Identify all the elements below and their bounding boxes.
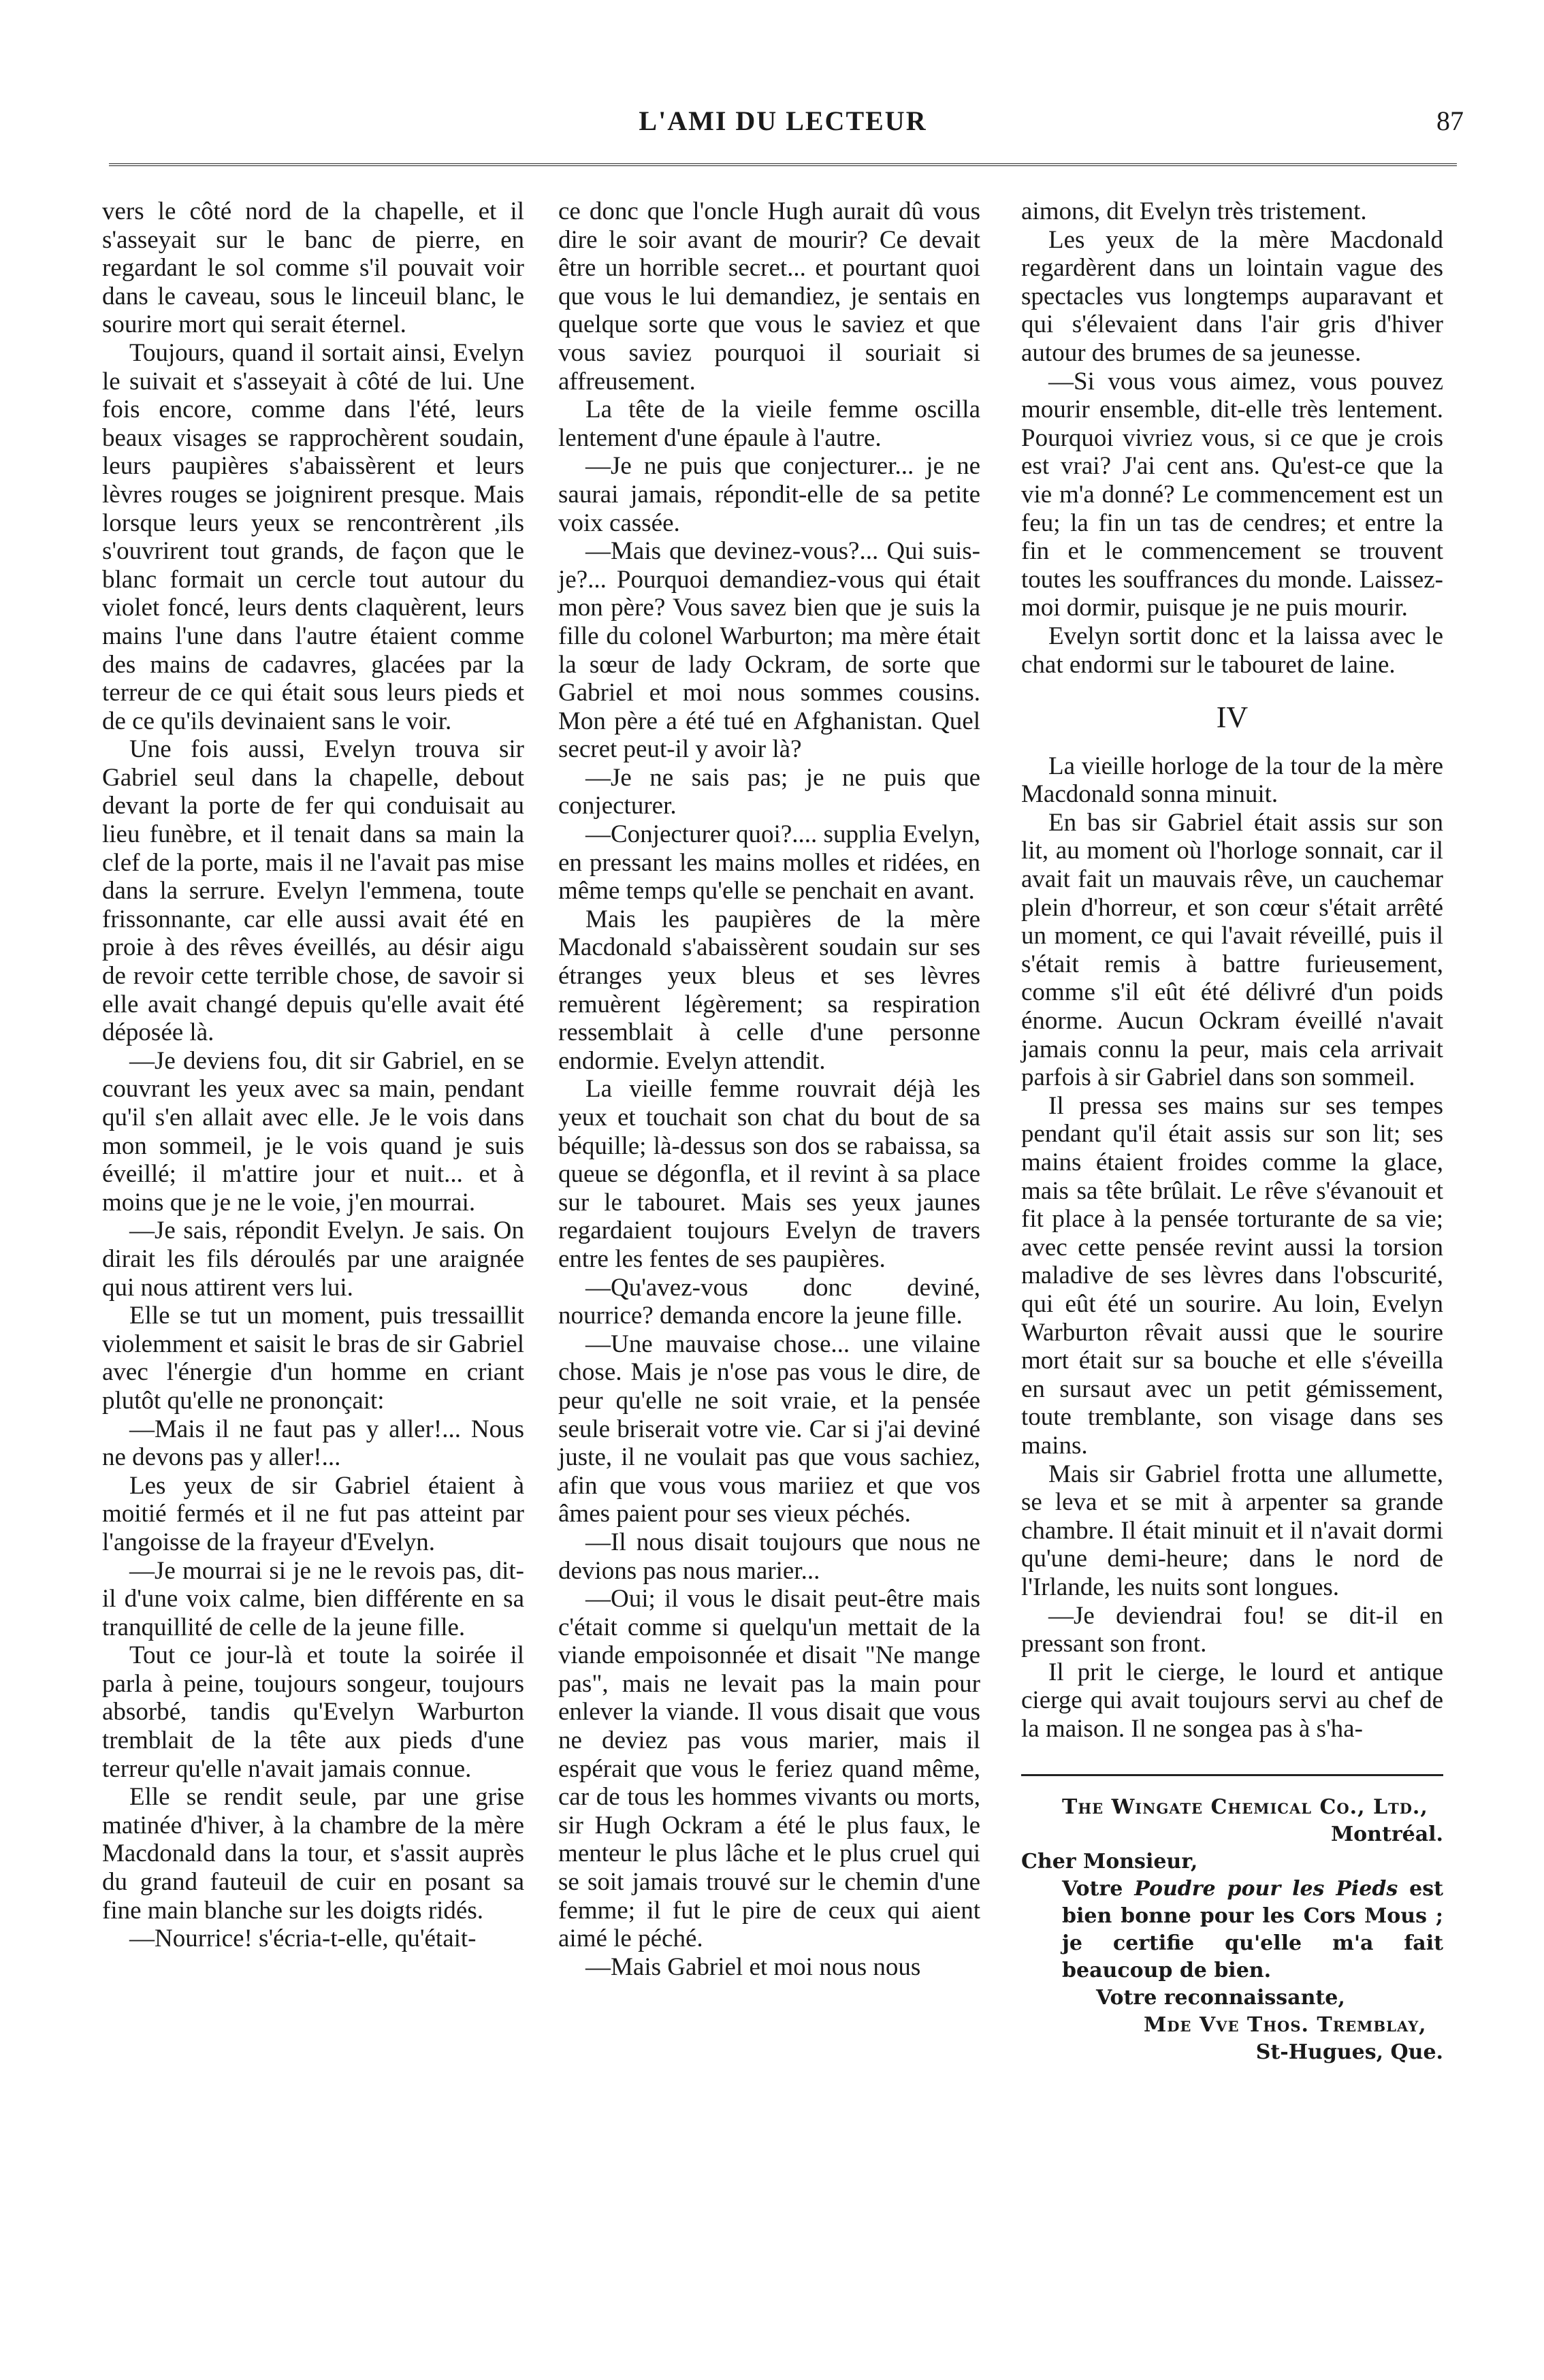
paragraph: Elle se tut un moment, puis tressaillit violemment et saisit le bras de sir Gabriel avec l'énergie d'un homme en criant plutôt qu'elle ne prononçait: bbox=[102, 1302, 524, 1415]
paragraph: aimons, dit Evelyn très tristement. bbox=[1021, 197, 1367, 225]
paragraph: —Je ne puis que conjecturer... je ne saurai jamais, répondit-elle de sa petite voix cassée. bbox=[558, 452, 980, 537]
paragraph: La tête de la vieile femme oscilla lentement d'une épaule à l'autre. bbox=[558, 396, 980, 452]
text-column-1 bbox=[102, 197, 524, 1953]
paragraph: Mais sir Gabriel frotta une allumette, se leva et se mit à arpenter sa grande chambre. Il était minuit et il n'avait dormi qu'une demi-heure; dans le nord de l'Irlande, les nuits sont longues. bbox=[1021, 1460, 1443, 1601]
paragraph: —Je ne sais pas; je ne puis que conjecturer. bbox=[558, 763, 980, 820]
paragraph: Il pressa ses mains sur ses tempes pendant qu'il était assis sur son lit; ses mains étaient froides comme la glace, mais sa tête brûlait. Le rêve s'évanouit et fit place à la pensée torturante de sa vie; avec cette pensée revint aussi la torsion maladive de ses lèvres dans l'obscurité, qui eût été un sourire. Au loin, Evelyn Warburton rêvait aussi que le sourire mort était sur sa bouche et elle s'éveilla en sursaut avec un petit gémissement, toute tremblante, son visage dans ses mains. bbox=[1021, 1091, 1443, 1460]
paragraph: Les yeux de sir Gabriel étaient à moitié fermés et il ne fut pas atteint par l'angoisse de la frayeur d'Evelyn. bbox=[102, 1471, 524, 1556]
ad-company: The Wingate Chemical Co., Ltd., bbox=[1062, 1795, 1428, 1820]
paragraph: —Mais que devinez-vous?... Qui suis-je?... Pourquoi demandiez-vous qui était mon père? Vous savez bien que je suis la fille du colonel Warburton; ma mère était la sœur de lady Ockram, de sorte que Gabriel et moi nous sommes cousins. Mon père a été tué en Afghanistan. Quel secret peut-il y avoir là? bbox=[558, 537, 980, 764]
text-column-3 bbox=[1021, 197, 1443, 2066]
running-title: L'AMI DU LECTEUR bbox=[639, 106, 927, 136]
ad-closing: Votre reconnaissante, bbox=[1096, 1986, 1345, 2010]
paragraph: Les yeux de la mère Macdonald regardèrent dans un lointain vague des spectacles vus longtemps auparavant et qui s'élevaient dans l'air gris d'hiver autour des brumes de sa jeunesse. bbox=[1021, 225, 1443, 367]
page-header bbox=[102, 102, 1464, 150]
paragraph: Il prit le cierge, le lourd et antique cierge qui avait toujours servi au chef de la maison. Il ne songea pas à s'ha- bbox=[1021, 1658, 1443, 1743]
paragraph: Elle se rendit seule, par une grise matinée d'hiver, à la chambre de la mère Macdonald dans la tour, et s'assit auprès du grand fauteuil de cuir en posant sa fine main blanche sur les doigts ridés. bbox=[102, 1783, 524, 1925]
paragraph: Tout ce jour-là et toute la soirée il parla à peine, toujours songeur, toujours absorbé, tandis qu'Evelyn Warburton tremblait de la tête aux pieds d'une terreur qu'elle n'avait jamais connue. bbox=[102, 1641, 524, 1783]
header-rule bbox=[109, 163, 1457, 166]
paragraph: —Oui; il vous le disait peut-être mais c'était comme si quelqu'un mettait de la viande empoisonnée et disait "Ne mange pas", mais ne levait pas la main pour enlever la viande. Il vous disait que vous ne deviez pas vous marier, mais il espérait que vous le feriez quand même, car de tous les hommes vivants ou morts, sir Hugh Ockram a été le plus faux, le menteur le plus lâche et le plus cruel qui se soit jamais trouvé sur le chemin d'une femme; il fut le pire de ceux qui aient aimé le péché. bbox=[558, 1585, 980, 1953]
paragraph: —Mais Gabriel et moi nous nous bbox=[585, 1952, 921, 1981]
text-column-2 bbox=[558, 197, 980, 1981]
paragraph: —Je sais, répondit Evelyn. Je sais. On dirait les fils déroulés par une araignée qui nous attirent vers lui. bbox=[102, 1217, 524, 1302]
paragraph: Mais les paupières de la mère Macdonald s'abaissèrent soudain sur ses étranges yeux bleus et ses lèvres remuèrent légèrement; sa respiration ressemblait à celle d'une personne endormie. Evelyn attendit. bbox=[558, 905, 980, 1075]
paragraph: —Je deviens fou, dit sir Gabriel, en se couvrant les yeux avec sa main, pendant qu'il s'en allait avec elle. Je le vois dans mon sommeil, je le vois quand je suis éveillé; il m'attire jour et nuit... et à moins que je ne le voie, j'en mourrai. bbox=[102, 1046, 524, 1217]
paragraph: —Je mourrai si je ne le revois pas, dit-il d'une voix calme, bien différente en sa tranquillité de celle de la jeune fille. bbox=[102, 1556, 524, 1641]
paragraph: —Conjecturer quoi?.... supplia Evelyn, en pressant les mains molles et ridées, en même temps qu'elle se penchait en avant. bbox=[558, 820, 980, 905]
ad-signature: Mde Vve Thos. Tremblay, bbox=[1144, 2013, 1427, 2038]
paragraph: —Mais il ne faut pas y aller!... Nous ne devons pas y aller!... bbox=[102, 1415, 524, 1472]
ad-body-suffix: est bien bonne pour les Cors Mous ; je certifie qu'elle m'a fait beaucoup de bien. bbox=[1062, 1877, 1444, 1983]
paragraph: —Nourrice! s'écria-t-elle, qu'était- bbox=[129, 1925, 477, 1953]
paragraph: La vieille horloge de la tour de la mère Macdonald sonna minuit. bbox=[1021, 752, 1443, 809]
paragraph: En bas sir Gabriel était assis sur son lit, au moment où l'horloge sonnait, car il avait fait un mauvais rêve, un cauchemar plein d'horreur, et son cœur s'était arrêté un moment, ce qui l'avait réveillé, puis il s'était remis à battre furieusement, comme s'il eût été délivré d'un poids énorme. Aucun Ockram éveillé n'avait jamais connu la peur, mais cela arrivait parfois à sir Gabriel dans son sommeil. bbox=[1021, 808, 1443, 1092]
testimonial-advertisement bbox=[1021, 1774, 1443, 2066]
paragraph: Toujours, quand il sortait ainsi, Evelyn le suivait et s'asseyait à côté de lui. Une fois encore, comme dans l'été, leurs beaux visages se rapprochèrent soudain, leurs paupières s'abaissèrent et leurs lèvres rouges se joignirent presque. Mais lorsque leurs yeux se rencontrèrent ,ils s'ouvrirent tout grands, de façon que le blanc formait un cercle tout autour du violet foncé, leurs dents claquèrent, leurs mains l'une dans l'autre étaient comme des mains de cadavres, glacées par la terreur de ce qui était sous leurs pieds et de ce qu'ils devinaient sans le voir. bbox=[102, 338, 524, 735]
paragraph: —Il nous disait toujours que nous ne devions pas nous marier... bbox=[558, 1528, 980, 1585]
ad-salutation: Cher Monsieur, bbox=[1021, 1850, 1198, 1874]
paragraph: —Une mauvaise chose... une vilaine chose. Mais je n'ose pas vous le dire, de peur qu'elle ne soit vraie, et la pensée seule briserait votre vie. Car si j'ai deviné juste, il ne voulait pas que vous sachiez, afin que vous vous mariiez et que vos âmes paient pour ses vieux péchés. bbox=[558, 1330, 980, 1528]
page-number: 87 bbox=[1436, 106, 1464, 136]
paragraph: —Je deviendrai fou! se dit-il en pressant son front. bbox=[1021, 1601, 1443, 1658]
ad-body-prefix: Votre bbox=[1062, 1877, 1135, 1901]
paragraph: Evelyn sortit donc et la laissa avec le chat endormi sur le tabouret de laine. bbox=[1021, 622, 1443, 679]
paragraph: —Si vous vous aimez, vous pouvez mourir ensemble, dit-elle très lentement. Pourquoi vivriez vous, si ce que je crois est vrai? J'ai cent ans. Qu'est-ce que la vie m'a donné? Le commencement est un feu; la fin un tas de cendres; et entre la fin et le commencement se trouvent toutes les souffrances du monde. Laissez-moi dormir, puisque je ne puis mourir. bbox=[1021, 367, 1443, 622]
paragraph: —Qu'avez-vous donc deviné, nourrice? demanda encore la jeune fille. bbox=[558, 1273, 980, 1330]
paragraph: vers le côté nord de la chapelle, et il s'asseyait sur le banc de pierre, en regardant le sol comme s'il pouvait voir dans le caveau, sous le linceuil blanc, le sourire mort qui serait éternel. bbox=[102, 197, 524, 339]
ad-city: Montréal. bbox=[1330, 1822, 1443, 1847]
section-number: IV bbox=[1216, 701, 1249, 735]
ad-product-name: Poudre pour les Pieds bbox=[1134, 1877, 1398, 1901]
paragraph: ce donc que l'oncle Hugh aurait dû vous dire le soir avant de mourir? Ce devait être un horrible secret... et pourtant quoi que vous le lui demandiez, je sentais en quelque sorte que vous le saviez et que vous saviez pourquoi il souriait si affreusement. bbox=[558, 197, 980, 396]
paragraph: Une fois aussi, Evelyn trouva sir Gabriel seul dans la chapelle, debout devant la porte de fer qui conduisait au lieu funèbre, et il tenait dans sa main la clef de la porte, mais il ne l'avait pas mise dans la serrure. Evelyn l'emmena, toute frissonnante, car elle aussi avait été en proie à des rêves éveillés, au désir aigu de revoir cette terrible chose, de savoir si elle avait changé depuis qu'elle avait été déposée là. bbox=[102, 735, 524, 1047]
ad-body bbox=[1021, 1876, 1443, 1984]
ad-location: St-Hugues, Que. bbox=[1255, 2040, 1443, 2065]
paragraph: La vieille femme rouvrait déjà les yeux et touchait son chat du bout de sa béquille; là-dessus son dos se rabaissa, sa queue se dégonfla, et il revint à sa place sur le tabouret. Mais ses yeux jaunes regardaient toujours Evelyn de travers entre les fentes de ses paupières. bbox=[558, 1075, 980, 1273]
